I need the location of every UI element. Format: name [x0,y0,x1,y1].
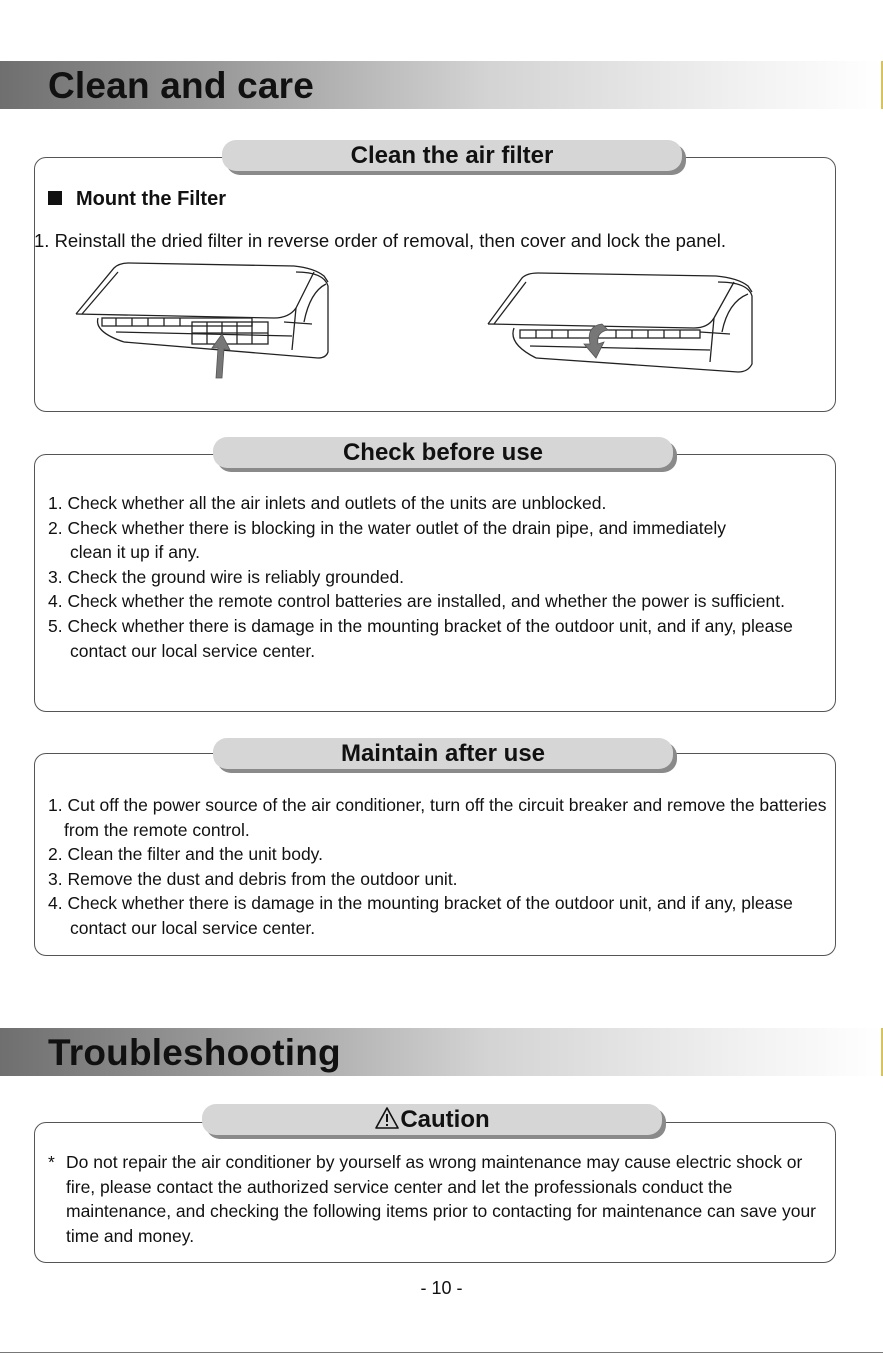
caution-label: Caution [400,1106,490,1133]
list-item: 2. Clean the filter and the unit body. [48,844,323,865]
filter-step-text: 1. Reinstall the dried filter in reverse order of removal, then cover and lock the panel. [34,230,727,251]
check-heading: Check before use [213,437,673,468]
list-item: 5. Check whether there is damage in the mounting bracket of the outdoor unit, and if any, please contact our local service center. [48,615,793,661]
list-item: 1. Check whether all the air inlets and outlets of the units are unblocked. [48,493,607,513]
page-number: - 10 - [420,1278,463,1298]
subheading-label: Mount the Filter [76,188,226,210]
list-item: 3. Remove the dust and debris from the outdoor unit. [48,868,458,889]
section-title: Troubleshooting [48,1032,341,1073]
warning-triangle-icon [374,1106,400,1130]
caution-heading [202,1104,662,1135]
list-item: 4. Check whether the remote control batteries are installed, and whether the power is sufficient. [48,591,786,612]
list-item: 3. Check the ground wire is reliably grounded. [48,566,405,587]
check-list [48,491,818,663]
mount-filter-subheading [48,188,226,211]
list-item: 4. Check whether there is damage in the mounting bracket of the outdoor unit, and if any, please contact our local service center. [48,893,793,938]
list-item: 1. Cut off the power source of the air conditioner, turn off the circuit breaker and remove the batteries from the remote control. [48,795,827,840]
square-bullet-icon [48,191,62,205]
maintain-heading: Maintain after use [213,738,673,769]
caution-text [48,1150,828,1248]
panel-close-illustration [486,272,756,378]
section-header-troubleshooting [0,1028,883,1076]
caution-body: Do not repair the air conditioner by yourself as wrong maintenance may cause electric shock or fire, please contact the authorized service center and let the professionals conduct the maintenance, and checking the following items prior to contacting for maintenance can save your time and money. [66,1152,817,1246]
filter-insert-illustration [74,262,332,380]
filter-heading: Clean the air filter [222,140,682,171]
section-header-clean-and-care [0,61,883,109]
bottom-rule [0,1352,883,1353]
list-item: 2. Check whether there is blocking in the water outlet of the drain pipe, and immediately clean it up if any. [48,517,727,563]
maintain-list [48,793,830,941]
asterisk-bullet: * [48,1152,55,1172]
section-title: Clean and care [48,65,315,106]
